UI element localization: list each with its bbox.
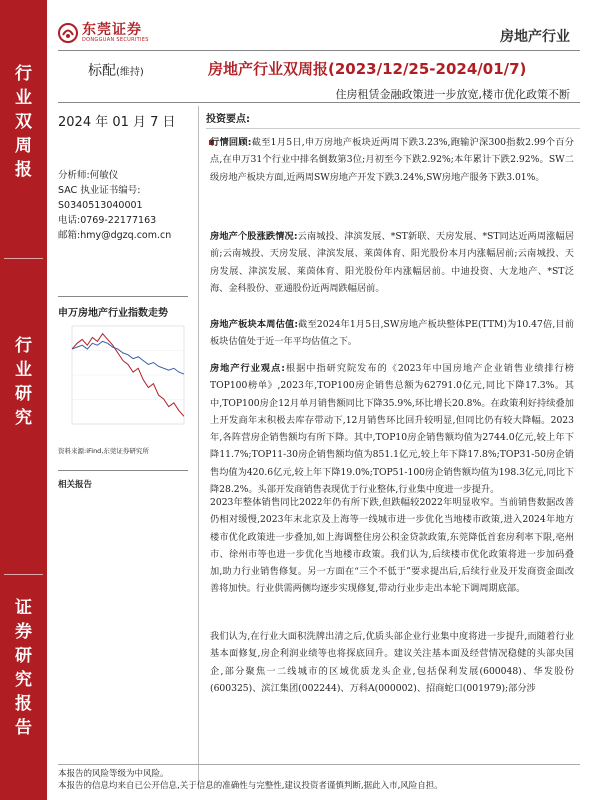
section-text: 我们认为,在行业大面积洗牌出清之后,优质头部企业行业集中度将进一步提升,而随着行业基本面修复,房企利润业绩等也将探底回升。建议关注基本面及经营情况稳健的头部央国企,部分聚焦一二线城市的区域优质龙头企业,包括保利发展(600048)、华发股份(600325)、滨江集团(002244)、万科A(000002)、招商蛇口(001979);部分涉 xyxy=(210,631,574,694)
sidebar-divider xyxy=(4,258,43,259)
sidebar-text-0 xyxy=(0,62,47,182)
footer xyxy=(58,768,443,792)
chart-top-divider xyxy=(58,296,188,297)
section-heading: 房地产行业观点: xyxy=(210,363,285,374)
sidebar-char: 告 xyxy=(15,718,32,738)
analyst-sac-label: SAC 执业证书编号: xyxy=(58,185,141,196)
industry-label: 房地产行业 xyxy=(500,29,570,45)
analyst-info xyxy=(58,168,171,243)
main-content xyxy=(206,106,576,125)
section-valuation xyxy=(210,316,574,351)
sidebar-label-report-type xyxy=(0,62,47,182)
section-heading: 房地产个股涨跌情况: xyxy=(210,231,298,242)
section-stock-moves xyxy=(210,228,574,297)
analyst-email: 邮箱:hmy@dgzq.com.cn xyxy=(58,230,172,241)
report-date: 2024 年 01 月 7 日 xyxy=(58,115,176,130)
section-text: 截至2024年1月5日,SW房地产板块整体PE(TTM)为10.47倍,目前板块估值处于近一年平均估值之下。 xyxy=(210,319,574,348)
key-points-heading: 投资要点: xyxy=(206,114,250,125)
sidebar-char: 券 xyxy=(15,622,32,642)
section-heading: 房地产板块本周估值: xyxy=(210,319,298,330)
chart-series-line-1 xyxy=(72,341,184,374)
sidebar-char: 究 xyxy=(15,670,32,690)
header-divider xyxy=(58,50,580,51)
related-divider xyxy=(58,470,188,471)
sidebar-char: 报 xyxy=(15,694,32,714)
index-chart xyxy=(58,320,188,440)
key-points-divider xyxy=(206,128,580,129)
sidebar-char: 行 xyxy=(15,336,32,356)
footer-disclaimer-line: 本报告的信息均来自已公开信息,关于信息的准确性与完整性,建议投资者谨慎判断,据此入市,风险自担。 xyxy=(58,781,443,791)
sidebar-label-securities xyxy=(0,596,47,740)
section-text: 云南城投、津滨发展、*ST新联、天房发展、*ST同达近两周涨幅居前;云南城投、天房发展、津滨发展、莱茵体育、阳光股份本月内涨幅居前;云南城投、天房发展、津滨发展、莱茵体育、阳光股份年内涨幅居前。中迪投资、大龙地产、*ST泛海、金科股份、亚通股份近两周跌幅居前。 xyxy=(210,231,574,294)
section-industry-view xyxy=(210,360,574,498)
analyst-phone: 电话:0769-22177163 xyxy=(58,215,157,226)
sidebar-divider xyxy=(4,574,43,575)
sidebar-char: 周 xyxy=(15,136,32,156)
sidebar-char: 研 xyxy=(15,646,32,666)
sidebar-char: 证 xyxy=(15,598,32,618)
section-text: 根据中指研究院发布的《2023年中国房地产企业销售业绩排行榜TOP100榜单》,2023年,TOP100房企销售总额为62791.0亿元,同比下降17.3%。其中,TOP100房企12月单月销售额同比下降35.9%,环比增长20.8%。在政策利好持续叠加上开发商年末积极去库存带动下,12月销售环比回升较明显,但同比仍有较大降幅。2023年,各阵营房企销售额均有所下降。其中,TOP10房企销售额均值为2744.0亿元,较上年下降11.7%;TOP11-30房企销售额均值为851.1亿元,较上年下降17.8%;TOP31-50房企销售均值为420.6亿元,较上年下降19.0%;TOP51-100房企销售额均值为198.3亿元,同比下降28.2%。头部开发商销售表现优于行业整体,行业集中度进一步提升。 xyxy=(210,363,574,496)
report-subtitle: 住房租赁金融政策进一步放宽,楼市优化政策不断 xyxy=(335,88,570,101)
section-paragraph-sales xyxy=(210,494,574,598)
sidebar-char: 双 xyxy=(15,112,32,132)
rating-note: (维持) xyxy=(116,67,144,78)
sidebar-char: 行 xyxy=(15,64,32,84)
company-logo xyxy=(58,22,149,44)
related-reports-title: 相关报告 xyxy=(58,480,93,490)
sidebar-char: 究 xyxy=(15,408,32,428)
rating-label: 标配 xyxy=(88,63,116,79)
index-chart-svg xyxy=(58,320,188,440)
logo-subtext: DONGGUAN SECURITIES xyxy=(82,37,149,43)
chart-title: 申万房地产行业指数走势 xyxy=(58,308,168,319)
report-title: 房地产行业双周报(2023/12/25-2024/01/7) xyxy=(208,60,527,78)
sidebar-label-research xyxy=(0,334,47,430)
chart-source: 资料来源:iFind,东莞证券研究所 xyxy=(58,447,149,455)
sidebar-text-1 xyxy=(0,334,47,430)
sidebar-char: 业 xyxy=(15,360,32,380)
sidebar-text-2 xyxy=(0,596,47,740)
section-heading: 行情回顾: xyxy=(210,137,252,148)
section-market-review xyxy=(210,134,574,186)
logo-text: 东莞证券 xyxy=(82,22,142,38)
column-divider xyxy=(198,106,199,786)
analyst-sac-number: S0340513040001 xyxy=(58,200,143,211)
analyst-name: 分析师:何敏仪 xyxy=(58,170,119,181)
sidebar-char: 研 xyxy=(15,384,32,404)
rating xyxy=(88,60,144,80)
section-paragraph-recommend xyxy=(210,628,574,697)
footer-divider xyxy=(58,764,580,765)
section-text: 2023年整体销售同比2022年仍有所下跌,但跌幅较2022年明显收窄。当前销售数据改善仍相对缓慢,2023年末北京及上海等一线城市进一步优化当地楼市政策,进入2024年地方楼市优化政策进一步叠加,如上海调整住房公积金贷款政策,东莞降低首套房利率下限,亳州市、徐州市等也进一步优化当地楼市政策。我们认为,后续楼市优化政策将进一步加码叠加,助力行业销售修复。另一方面在“三个不低于”要求提出后,后续行业及开发商资金面改善将加快。行业供需两侧均逐步实现修复,带动行业步走出本轮下调周期底部。 xyxy=(210,497,574,595)
left-sidebar xyxy=(0,0,47,800)
section-text: 截至1月5日,申万房地产板块近两周下跌3.23%,跑输沪深300指数2.99个百分点,在申万31个行业中排名倒数第3位;月初至今下跌2.92%;本年累计下跌2.92%。SW二级房地产板块方面,近两周SW房地产开发下跌3.24%,SW房地产服务下跌3.01%。 xyxy=(210,137,574,183)
footer-risk-line: 本报告的风险等级为中风险。 xyxy=(58,769,169,779)
logo-emblem-icon xyxy=(58,23,78,43)
sidebar-char: 业 xyxy=(15,88,32,108)
title-divider xyxy=(58,102,580,103)
sidebar-char: 报 xyxy=(15,160,32,180)
